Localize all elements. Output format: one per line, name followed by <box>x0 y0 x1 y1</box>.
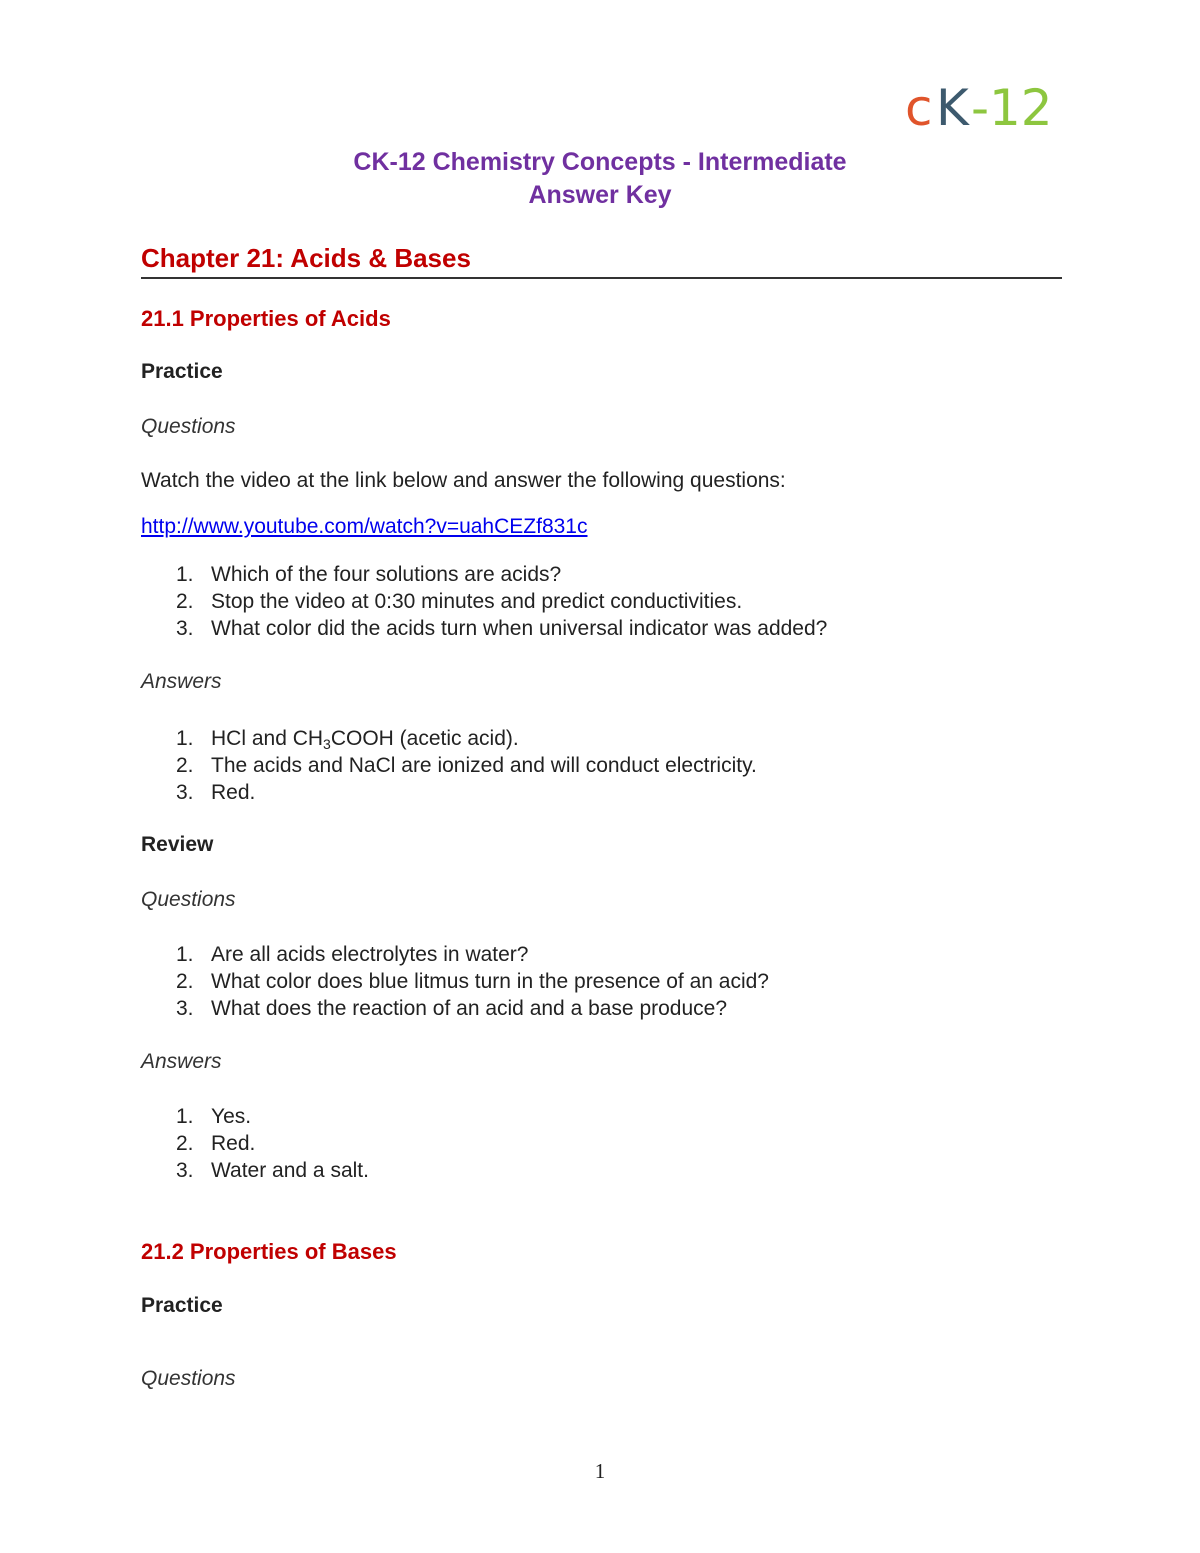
item-text: Red. <box>211 1132 256 1155</box>
answers-label: Answers <box>141 1050 222 1073</box>
list-item <box>141 941 769 968</box>
item-text: What does the reaction of an acid and a base produce? <box>211 997 728 1020</box>
list-item <box>141 561 827 588</box>
list-item <box>141 779 757 806</box>
list-item <box>141 752 757 779</box>
logo-k: K <box>936 79 969 137</box>
review-answers-list <box>141 1103 369 1184</box>
item-text: What color does blue litmus turn in the presence of an acid? <box>211 970 769 993</box>
practice-questions-list <box>141 561 827 642</box>
document-title: CK-12 Chemistry Concepts - Intermediate <box>353 148 847 176</box>
questions-label: Questions <box>141 1367 236 1390</box>
item-number: 1. <box>176 727 194 750</box>
item-text: Are all acids electrolytes in water? <box>211 943 529 966</box>
item-number: 2. <box>176 754 194 777</box>
logo-dash: - <box>971 79 990 137</box>
list-item <box>141 588 827 615</box>
questions-label: Questions <box>141 415 236 438</box>
video-link[interactable]: http://www.youtube.com/watch?v=uahCEZf831c <box>141 515 588 538</box>
item-text: Water and a salt. <box>211 1159 369 1182</box>
item-number: 3. <box>176 781 194 804</box>
list-item <box>141 995 769 1022</box>
item-text: Red. <box>211 781 256 804</box>
page-number: 1 <box>594 1459 606 1483</box>
practice-answers-list <box>141 725 757 806</box>
item-number: 2. <box>176 1132 194 1155</box>
item-number: 2. <box>176 970 194 993</box>
item-text: What color did the acids turn when universal indicator was added? <box>211 617 828 640</box>
answer-text-post: COOH (acetic acid). <box>330 727 519 750</box>
logo-c: c <box>905 79 933 137</box>
item-number: 3. <box>176 997 194 1020</box>
ck12-logo <box>905 78 1053 138</box>
document-subtitle: Answer Key <box>528 181 672 209</box>
practice-heading: Practice <box>141 360 223 383</box>
practice-heading: Practice <box>141 1294 223 1317</box>
answer-text-pre: HCl and CH <box>211 727 324 750</box>
item-text: Stop the video at 0:30 minutes and predict conductivities. <box>211 590 743 613</box>
review-questions-list <box>141 941 769 1022</box>
list-item <box>141 1130 369 1157</box>
item-number: 3. <box>176 1159 194 1182</box>
item-number: 2. <box>176 590 194 613</box>
list-item <box>141 615 827 642</box>
item-number: 3. <box>176 617 194 640</box>
questions-label: Questions <box>141 888 236 911</box>
item-text: Which of the four solutions are acids? <box>211 563 562 586</box>
item-number: 1. <box>176 1105 194 1128</box>
list-item <box>141 1157 369 1184</box>
item-number: 1. <box>176 563 194 586</box>
answers-label: Answers <box>141 670 222 693</box>
item-text: The acids and NaCl are ionized and will conduct electricity. <box>211 754 757 777</box>
chapter-heading: Chapter 21: Acids & Bases <box>141 243 1062 279</box>
list-item <box>141 1103 369 1130</box>
section-heading-21-1: 21.1 Properties of Acids <box>141 306 391 331</box>
instructions-text: Watch the video at the link below and answer the following questions: <box>141 469 786 492</box>
list-item <box>141 725 757 752</box>
list-item <box>141 968 769 995</box>
subscript: 3 <box>323 736 331 752</box>
review-heading: Review <box>141 833 214 856</box>
item-number: 1. <box>176 943 194 966</box>
section-heading-21-2: 21.2 Properties of Bases <box>141 1239 397 1264</box>
logo-12: 12 <box>989 79 1053 137</box>
item-text: Yes. <box>211 1105 252 1128</box>
